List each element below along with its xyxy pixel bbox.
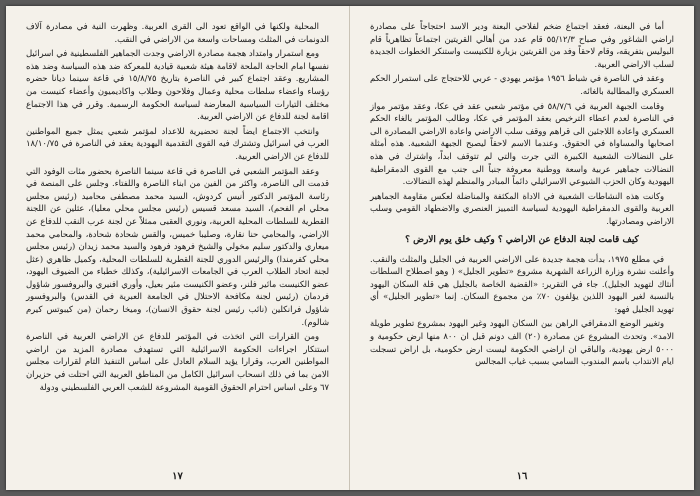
left-paragraph-5: ومن القرارات التي اتخذت في المؤتمر للدفاع عن الاراضي العربية في الناصرة استنكار اجراءات الحكومة الاسرائيلية التي تستهدف مصادرة المزيد من اراضي المواطنين العرب، وقرارا يؤيد السلام العادل على اساس التنفيذ التام لقرارات مجلس الامن بما في ذلك انسحاب اسرائيل الكامل من المناطق العربية التي احتلت في حزيران ٦٧ وعلى اساس احترام الحقوق القومية المشروعة للشعب العربي الفلسطيني ودولة — [26, 331, 329, 392]
left-page-number: ١٧ — [172, 471, 183, 482]
right-page-number: ١٦ — [516, 471, 528, 482]
left-paragraph-3: وانتخب الاجتماع ايضاً لجنة تحضيرية للاعداد لمؤتمر شعبي يمثل جميع المواطنين العرب في اسرائيل وتشترك فيه القوى التقدمية اليهودية يعقد في الناصرة في ١٨/١٠/٧٥ للدفاع عن الاراضي العربية. — [26, 125, 329, 161]
left-paragraph-2: ومع استمرار وامتداد هجمة مصادرة الاراضي وجدت الجماهير الفلسطينية في اسرائيل نفسها امام الحاجة الملحة لاقامة هيئة شعبية قيادية للمعركة ضد هذه السياسة وضد هذه المشاريع. وعقد اجتماع كبير في الناصرة بتاريخ ١٥/٨/٧٥ في قاعة سينما ديانا حضره رؤساء واعضاء سلطات محلية وعمال وفلاحون وطلاب واكاديميون وأعضاء كنيست من مختلف التيارات السياسية المعارضة لسياسة الحكومة الرسمية. وقرر في هذا الاجتماع اقامة لجنة للدفاع عن الاراضي العربية. — [26, 48, 329, 122]
left-page — [6, 6, 350, 490]
right-paragraph-2: وعقد في الناصرة في شباط ١٩٥٦ مؤتمر يهودي - عربي للاحتجاج على استمرار الحكم العسكري والمطالبة بالغائه. — [370, 73, 674, 96]
book-spread — [6, 6, 694, 490]
right-page — [350, 6, 694, 490]
right-paragraph-5: في مطلع ١٩٧٥، بدأت هجمة جديدة على الاراضي العربية في الجليل والمثلث والنقب. وأعلنت نشرة وزارة الزراعة الشهرية مشروع «تطوير الجليل» ( وهو اصطلاح السلطات أنثاك لتهويد الجليل). جاء في التقرير: «القضية الخاصة بالجليل هي قلة السكان اليهود بالنسبة لغير اليهود اللذين يؤلفون ٧٠٪ من مجموع السكان. إنما «تطوير الجليل» أي تهويد الجليل فهو: — [370, 253, 675, 314]
right-paragraph-1: أما في البعنة، فعقد اجتماع ضخم لفلاحي البعنة ودير الاسد احتجاجاً على مصادرة اراضي الشاغور وفي صباح ٥٥/١٢/٣ قام عدد من أهالي القريتين اجتماعاً تظاهرياً قام البوليس بتفريقه، وقام لاحقاً وفد من القريتين بزيارة للكنيست واستنكر الخطوات الجديدة لسلب الاراضي العربية. — [370, 21, 674, 69]
right-paragraph-4: وكانت هذه النشاطات الشعبية في الاداة المكثفة والمناضلة لعكس مقاومة الجماهير العربية والقوى الدمقراطية اليهودية لسياسة التمييز العنصري والاضطهاد القومي وسلب الاراضي ومصادرتها. — [370, 190, 674, 226]
left-paragraph-1: المحلية ولكنها في الواقع تعود الى القرى العربية. وظهرت النية في مصادرة آلاف الدونمات في المثلث ومساحات واسعة من الاراضي في النقب. — [26, 21, 329, 44]
right-paragraph-6: وتغيير الوضع الدمقرافي الراهن بين السكان اليهود وغير اليهود بمشروع تطوير طويلة الامد». وتحدث المشروع عن مصادرة (٢٠) الف دونم قبل ان ٨٠٠ منها ارض حكومية و ٥٠٠٠ ارض يهودية، والباقي ان اراضي الحكومة ليست ارض حكومية، بل اراض تسجلت ايام الانتداب باسم المندوب السامي بسبب غياب المجالس — [370, 318, 675, 367]
left-paragraph-4: وعقد المؤتمر الشعبي في الناصرة في قاعة سينما الناصرة بحضور مئات الوفود التي قدمت الى الناصرة، واكثر من الفين من ابناء الناصرة واللفتاء. وجلس على المنصة في رئاسة المؤتمر الدكتور أنيس كردوش، السيد محمد مصطفى محاميد (رئيس مجلس محلي ام الفحم)، السيد مسعد قسيس (رئيس مجلس محلي معليا)، عثلين عن اللجنة القطرية للسلطات المحلية العربية، ونوري العقبى ممثلاً عن لجنة عرب النقب للدفاع عن الاراضي، والمحامي حنا نقارة، وصليبا خميس، والقس شحادة شحادة، والمحامي محمد ميعاري والدكتور سليم مخولي والشيخ فرهود فرهود والسيد محمد زيدان (رئيس مجلس محلي كفرمندا) والرئيس الدوري للجنة القطرية للسلطات المحلية، وكميل ظاهري (عثل لجنة اتحاد الطلاب العرب في الجامعات الاسرائيلية)، وكذلك خطباء من الضيوف اليهود، عضو الكنيست مائير فلنر، وعضو الكنيست مئير بعيل، وأوري افنيري والبروفسور شاؤول فردمان (رئيس لجنة مكافحة الاحتلال في الجامعة العبرية في القدس) والبروفسور شاؤول فرانكلين (نائب رئيس لجنة حقوق الانسان)، وميخا رحمان (من كيبوتس كيرم شالوم). — [26, 165, 329, 327]
right-paragraph-3: وقامت الجبهة العربية في ٥٨/٧/٦ في مؤتمر شعبي عقد في عكا، وعقد مؤتمر مواز في الناصرة لعدم اعطاء الترخيص بعقد المؤتمر في عكا، وطالب المؤتمر بالغاء الحكم العسكري واعادة اللاجئين الى قراهم ووقف سلب الاراضي واعادة الاراضي المصادرة الى اصحابها والمساواة في الحقوق. وعندما الاسم لاحقاً ليصبح الجبهة الشعبية. هذه أمثلة على النضالات الشعبية الكبيرة التي جرت والتي لم تتوقف ابداً، واشترك في هذه النضالات جماهير عربية واسعة ووطنية معروفة جنباً الى جنب مع القوى الدمقراطية اليهودية وكان الحزب الشيوعي الاسرائيلي دائماً المبادر والمنظم لهذه النضالات. — [370, 100, 674, 187]
section-heading: كيف قامت لجنة الدفاع عن الاراضي ؟ وكيف خلق يوم الارض ؟ — [405, 234, 639, 245]
